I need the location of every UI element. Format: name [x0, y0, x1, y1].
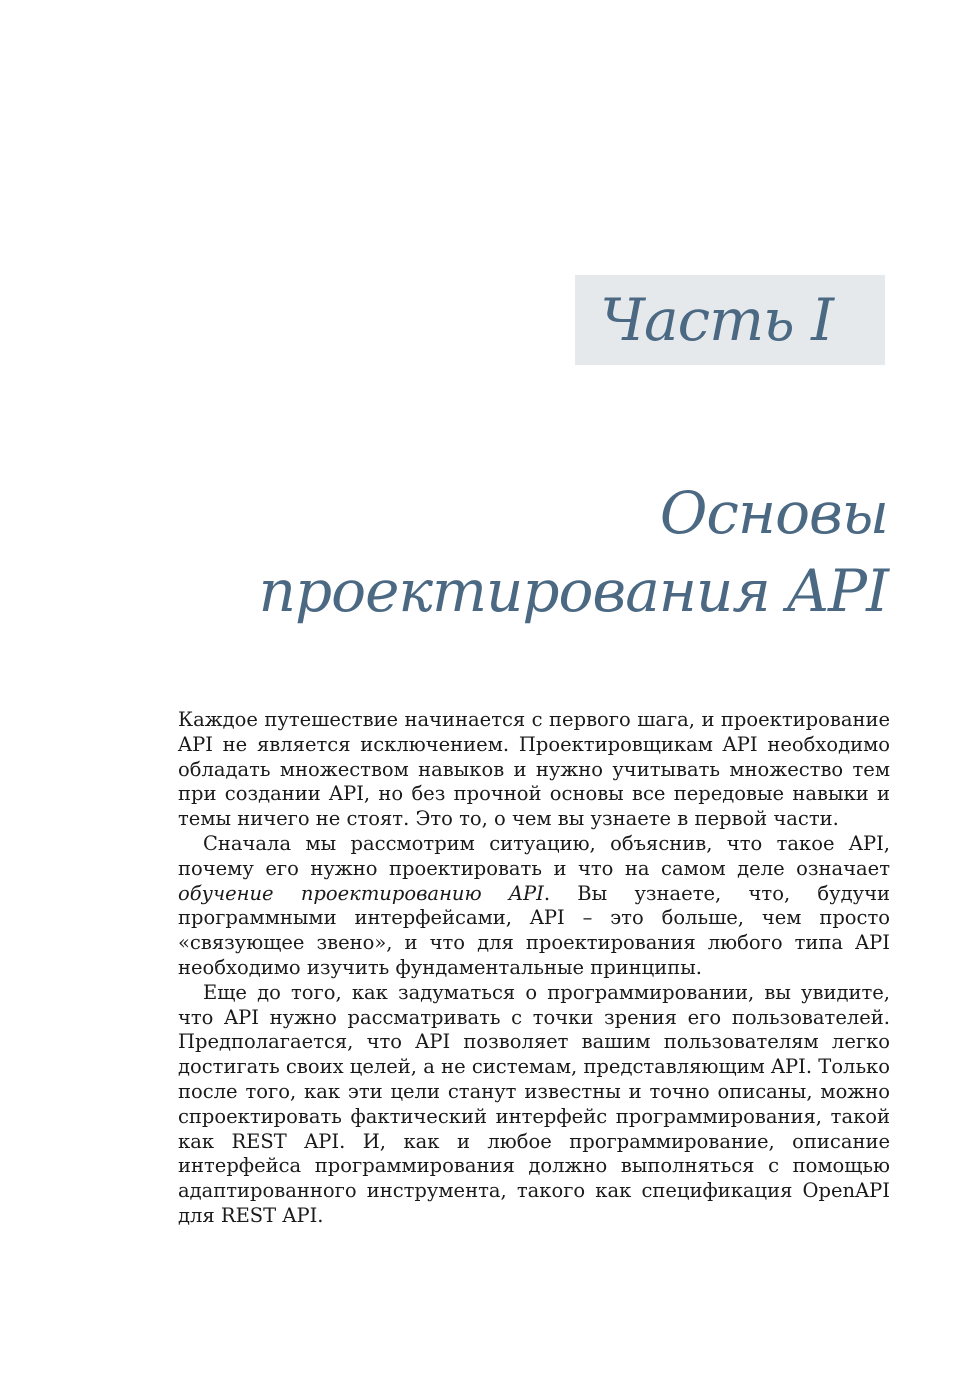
- part-title-line-2: проектирования API: [258, 557, 888, 625]
- paragraph-2: [178, 832, 890, 981]
- part-label-box: [575, 275, 885, 365]
- paragraph-2-after: . Вы узнаете, что, будучи программными интерфейсами, API – это больше, чем просто «связующее звено», и что для проектирования любого типа API необходимо изучить фундаментальные принципы.: [178, 881, 891, 979]
- part-title-line-1: Основы: [659, 479, 888, 547]
- paragraph-2-before: Сначала мы рассмотрим ситуацию, объяснив, что такое API, почему его нужно проектировать и что на самом деле означает: [178, 831, 890, 880]
- paragraph-3: Еще до того, как задуматься о программировании, вы увидите, что API нужно рассматривать с точки зрения его пользователей. Предполагается, что API позволяет вашим пользователям легко достигать своих целей, а не системам, представляющим API. Только после того, как эти цели станут известны и точно описаны, можно спроектировать фактический интерфейс программирования, такой как REST API. И, как и любое программирование, описание интерфейса программирования должно выполняться с помощью адаптированного инструмента, такого как спецификация OpenAPI для REST API.: [178, 980, 890, 1227]
- paragraph-2-emphasis: обучение проектированию API: [178, 881, 544, 905]
- part-label: Часть I: [600, 286, 833, 354]
- body-text: [178, 708, 890, 1229]
- paragraph-1: Каждое путешествие начинается с первого шага, и проектирование API не является исключением. Проектировщикам API необходимо обладать множеством навыков и нужно учитывать множество тем при создании API, но без прочной основы все передовые навыки и темы ничего не стоят. Это то, о чем вы узнаете в первой части.: [178, 708, 890, 831]
- part-title: [259, 474, 888, 630]
